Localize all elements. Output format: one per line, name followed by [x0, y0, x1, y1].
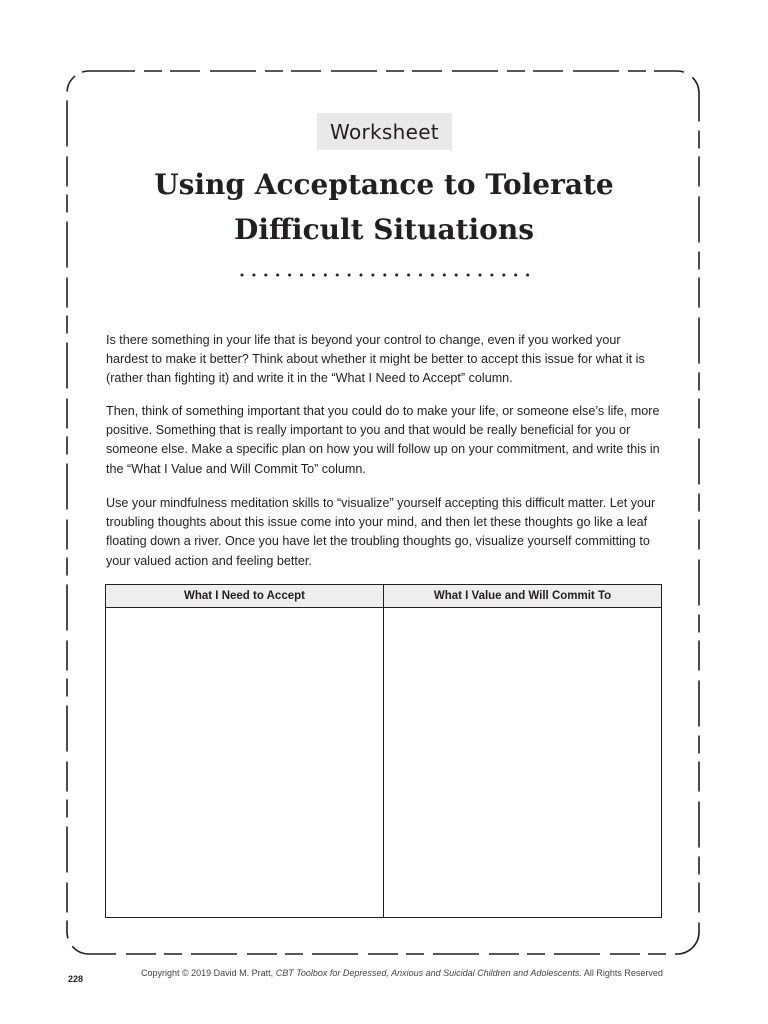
column-header-value-commit: What I Value and Will Commit To: [384, 585, 662, 608]
table-row: [106, 608, 662, 918]
worksheet-badge-label: Worksheet: [330, 119, 439, 144]
divider-dot: [514, 274, 517, 277]
divider-dot: [383, 274, 386, 277]
divider-dot: [348, 274, 351, 277]
divider-dot: [419, 274, 422, 277]
divider-dot: [490, 274, 493, 277]
divider-dot: [300, 274, 303, 277]
table-header-row: [106, 585, 662, 608]
instruction-paragraph-1: Is there something in your life that is beyond your control to change, even if you worked your hardest to make it better? Think about whether it might be better to accept this issue for what it is (rather than fighting it) and write it in the “What I Need to Accept” column.: [106, 333, 645, 386]
title-line-2: Difficult Situations: [234, 213, 534, 246]
page-number: 228: [68, 974, 84, 984]
divider-dot: [241, 274, 244, 277]
divider-dot: [312, 274, 315, 277]
divider-dot: [479, 274, 482, 277]
divider-dot: [264, 274, 267, 277]
copyright-suffix: All Rights Reserved: [581, 968, 663, 978]
column-header-accept: What I Need to Accept: [106, 585, 384, 608]
divider-dot: [360, 274, 363, 277]
title-line-1: Using Acceptance to Tolerate: [154, 168, 614, 201]
divider-dot: [371, 274, 374, 277]
instruction-paragraph-3: Use your mindfulness meditation skills to “visualize” yourself accepting this difficult matter. Let your troubling thoughts about this issue come into your mind, and then let these thoughts go like a leaf floating down a river. Once you have let the troubling thoughts go, visualize yourself committing to your valued action and feeling better.: [106, 496, 656, 568]
book-title: CBT Toolbox for Depressed, Anxious and Suicidal Children and Adolescents.: [275, 968, 582, 978]
instruction-paragraph-2: Then, think of something important that you could do to make your life, or someone else’s life, more positive. Something that is really important to you and that would be really beneficial for you or someone else. Make a specific plan on how you will follow up on your commitment, and write this in the “What I Value and Will Commit To” column.: [106, 404, 660, 476]
copyright-notice: [141, 968, 663, 978]
dotted-divider: [239, 268, 531, 282]
worksheet-table: [105, 584, 662, 918]
divider-dot: [324, 274, 327, 277]
divider-dot: [395, 274, 398, 277]
divider-dot: [431, 274, 434, 277]
commit-writing-area: [384, 608, 662, 918]
divider-dot: [276, 274, 279, 277]
divider-dot: [288, 274, 291, 277]
divider-dot: [336, 274, 339, 277]
divider-dot: [252, 274, 255, 277]
divider-dot: [443, 274, 446, 277]
copyright-prefix: Copyright © 2019 David M. Pratt,: [141, 968, 276, 978]
divider-dot: [407, 274, 410, 277]
divider-dot: [467, 274, 470, 277]
divider-dot: [502, 274, 505, 277]
worksheet-badge: [317, 113, 452, 150]
divider-dot: [455, 274, 458, 277]
divider-dot: [526, 274, 529, 277]
accept-writing-area: [106, 608, 384, 918]
page-title: [90, 162, 678, 252]
